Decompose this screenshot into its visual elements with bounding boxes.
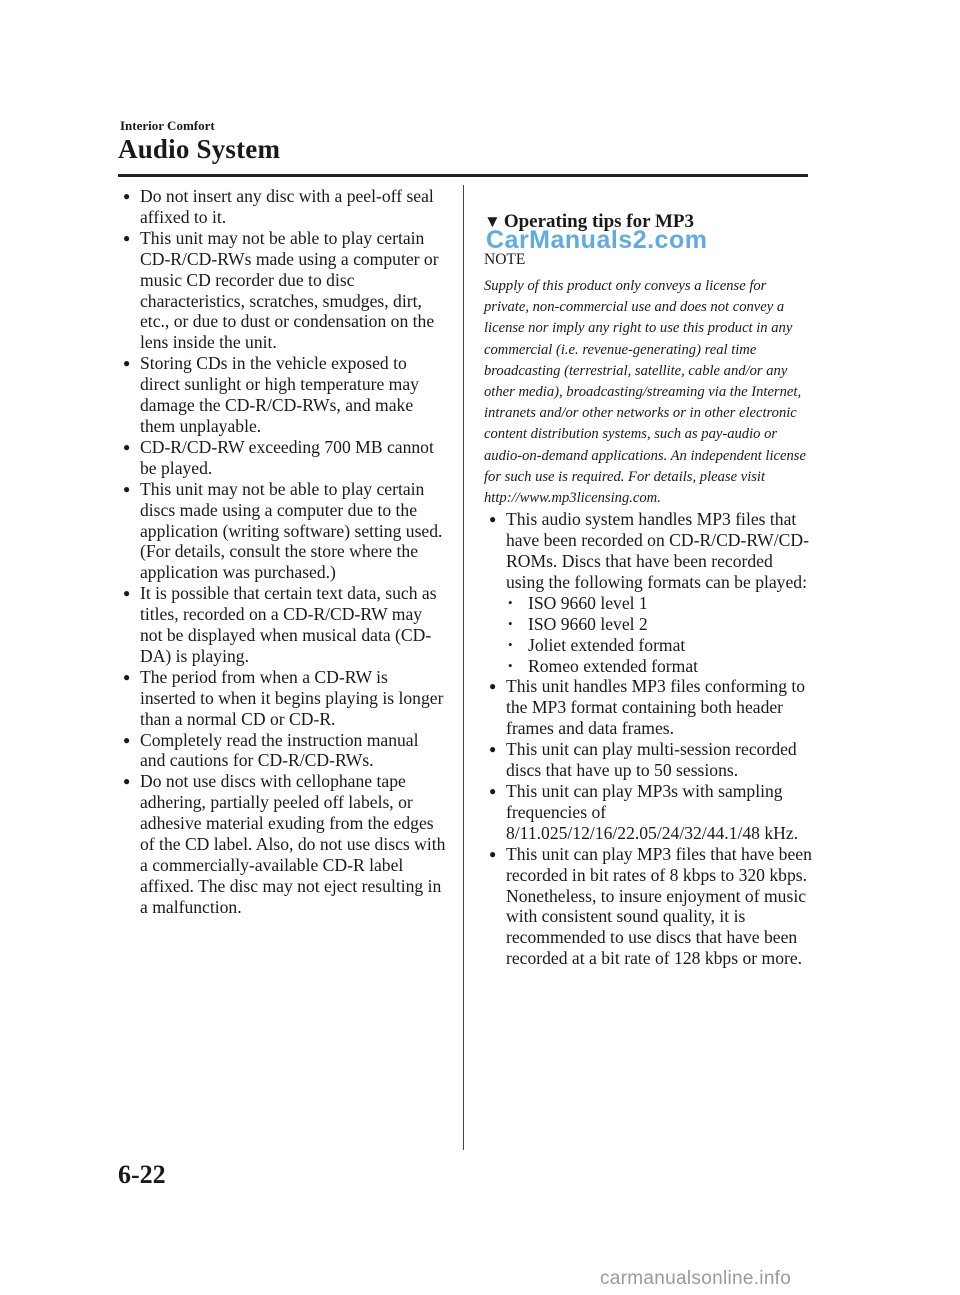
list-item: ● This unit handles MP3 files conforming to the MP3 format containing both header frames and data frames.	[489, 676, 806, 739]
bullet-icon: ●	[489, 679, 497, 694]
left-column	[118, 186, 446, 918]
list-item: ● This audio system handles MP3 files that have been recorded on CD-R/CD-RW/CD-ROMs. Discs that have been recorded using the following formats can be played: • ISO 9660 level 1 • ISO 9660 level 2 • Joliet extended format • Romeo extended format	[484, 509, 814, 676]
bullet-icon: ●	[489, 742, 497, 757]
list-item: ● Do not insert any disc with a peel-off seal affixed to it.	[123, 186, 434, 227]
header-rule	[118, 174, 808, 177]
list-item: ● Storing CDs in the vehicle exposed to direct sunlight or high temperature may damage the CD-R/CD-RWs, and make them unplayable.	[123, 353, 419, 436]
list-item: ● Do not use discs with cellophane tape adhering, partially peeled off labels, or adhesive material exuding from the edges of the CD label. Also, do not use discs with a commercially-available CD-R label affixed. The disc may not eject resulting in a malfunction.	[123, 771, 446, 917]
bullet-icon: ●	[489, 846, 497, 861]
left-bullet-list	[118, 186, 446, 918]
bullet-icon: ●	[123, 439, 131, 454]
list-item: ● It is possible that certain text data, such as titles, recorded on a CD-R/CD-RW may not be displayed when musical data (CD-DA) is playing.	[123, 583, 437, 666]
list-item: ● This unit can play multi-session recorded discs that have up to 50 sessions.	[489, 739, 797, 781]
chapter-title: Audio System	[118, 134, 281, 164]
list-item: ● This unit may not be able to play certain CD-R/CD-RWs made using a computer or music CD recorder due to disc characteristics, scratches, smudges, dirt, etc., or due to dust or condensation on the lens inside the unit.	[123, 227, 439, 353]
sub-list-item: • ISO 9660 level 2	[508, 613, 648, 634]
sub-list-item: • ISO 9660 level 1	[508, 592, 648, 613]
bullet-icon: ●	[123, 586, 131, 601]
subsection-title: ▼ Operating tips for MP3	[484, 209, 814, 235]
sub-bullet-icon: •	[508, 657, 513, 673]
note-label: NOTE	[484, 251, 526, 268]
page-number: 6-22	[118, 1160, 166, 1189]
bullet-icon: ●	[123, 774, 131, 789]
triangle-down-icon: ▼	[484, 212, 501, 231]
list-item: ● Completely read the instruction manual and cautions for CD-R/CD-RWs.	[123, 729, 419, 771]
list-item: ● This unit can play MP3 files that have been recorded in bit rates of 8 kbps to 320 kbps. Nonetheless, to insure enjoyment of music with consistent sound quality, it is recommended to use discs that have been recorded at a bit rate of 128 kbps or more.	[489, 843, 812, 969]
right-column	[484, 209, 814, 969]
right-bullet-list	[484, 509, 814, 969]
watermark-top: CarManuals2.com	[486, 226, 708, 254]
column-divider	[463, 185, 464, 1150]
sub-bullet-icon: •	[508, 615, 513, 631]
note-body: Supply of this product only conveys a license for private, non-commercial use and does not convey a license nor imply any right to use this product in any commercial (i.e. revenue-generating) real time broadcasting (terrestrial, satellite, cable and/or any other media), broadcasting/streaming via the Internet, intranets and/or other networks or in other electronic content distribution systems, such as pay-audio or audio-on-demand applications. An independent license for such use is required. For details, please visit http://www.mp3licensing.com.	[484, 278, 806, 507]
bullet-icon: ●	[123, 189, 131, 203]
sub-bullet-icon: •	[508, 636, 513, 652]
sub-bullet-icon: •	[508, 594, 513, 610]
bullet-icon: ●	[489, 512, 497, 527]
section-label: Interior Comfort	[120, 118, 215, 133]
bullet-icon: ●	[123, 732, 131, 747]
bullet-icon: ●	[489, 784, 497, 799]
sub-list-item: • Romeo extended format	[508, 655, 699, 676]
format-sub-list	[506, 593, 814, 677]
list-item: ● CD-R/CD-RW exceeding 700 MB cannot be played.	[123, 436, 434, 478]
bullet-icon: ●	[123, 356, 131, 371]
bullet-icon: ●	[123, 481, 131, 496]
list-item: ● This unit can play MP3s with sampling frequencies of 8/11.025/12/16/22.05/24/32/44.1/48 kHz.	[489, 781, 799, 843]
bullet-icon: ●	[123, 230, 131, 245]
watermark-bottom: carmanualsonline.info	[600, 1268, 792, 1289]
list-item: ● The period from when a CD-RW is inserted to when it begins playing is longer than a normal CD or CD-R.	[123, 666, 444, 729]
sub-list-item: • Joliet extended format	[508, 634, 686, 655]
list-item: ● This unit may not be able to play certain discs made using a computer due to the application (writing software) setting used. (For details, consult the store where the application was purchased.)	[123, 478, 443, 583]
bullet-icon: ●	[123, 669, 131, 684]
